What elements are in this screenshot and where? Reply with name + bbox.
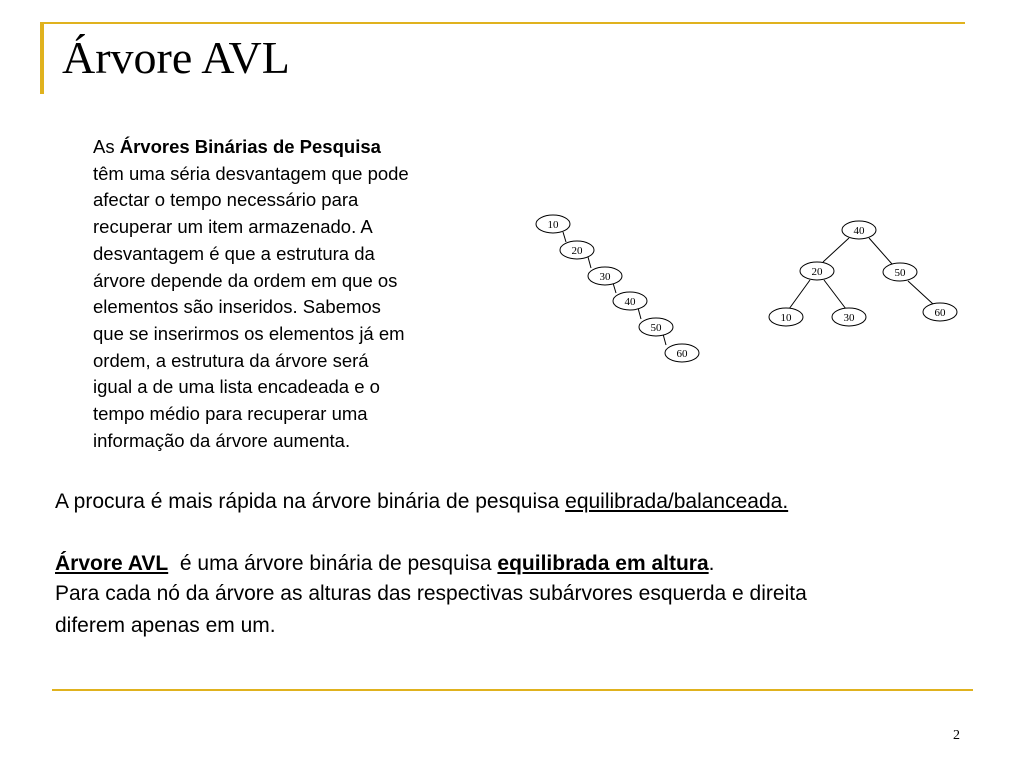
balanced-node-left [800,262,834,280]
edge [563,232,566,242]
edge [588,257,591,268]
slide-title: Árvore AVL [62,32,290,83]
node-label: 50 [650,322,662,334]
avl-term: Árvore AVL [55,552,169,575]
unbalanced-node [613,292,647,310]
edge [663,334,666,345]
node-label: 20 [811,266,823,278]
paragraph-line: têm uma séria desvantagem que pode [93,162,409,184]
height-rule-line-end: diferem apenas em um. [55,614,276,637]
edge [908,281,933,304]
unbalanced-node [588,267,622,285]
search-speed-line [55,488,788,516]
node-label: 60 [676,348,688,360]
edge [823,238,849,262]
paragraph-line: tempo médio para recuperar uma [93,403,368,425]
height-rule-line: Para cada nó da árvore as alturas das respectivas subárvores esquerda e direita [55,582,807,605]
line2-text: é uma árvore binária de pesquisa [168,552,498,575]
bottom-divider [52,689,973,691]
node-label: 10 [547,219,559,231]
balanced-node-left-right [832,308,866,326]
node-label: 30 [843,312,855,324]
paragraph-line: informação da árvore aumenta. [93,429,351,451]
paragraph-line: igual a de uma lista encadeada e o [93,376,380,398]
paragraph-line: afectar o tempo necessário para [93,189,359,211]
line2-period: . [708,552,715,575]
balanced-node-left-left [769,308,803,326]
height-balanced-term: equilibrada em altura [497,552,709,575]
tree-diagrams [520,200,970,370]
paragraph-line: ordem, a estrutura da árvore será [93,349,369,371]
balanced-node-right-right [923,303,957,321]
paragraph-first-line [93,134,488,161]
unbalanced-node [560,241,594,259]
node-label: 40 [624,296,636,308]
paragraph-lead: As [93,136,120,157]
balanced-node-root [842,221,876,239]
page-number: 2 [953,728,960,743]
paragraph-bold-term: Árvores Binárias de Pesquisa [119,136,381,157]
paragraph-line: que se inserirmos os elementos já em [93,322,405,344]
paragraph-line: recuperar um item armazenado. A [93,216,373,238]
unbalanced-node [639,318,673,336]
edge [638,308,641,319]
line1-text: A procura é mais rápida na árvore binária de pesquisa [55,490,566,513]
node-label: 20 [571,245,583,257]
node-label: 40 [853,225,865,237]
node-label: 50 [894,267,906,279]
node-label: 30 [599,271,611,283]
title-accent-bar [40,22,44,94]
intro-paragraph [93,134,488,454]
edge [789,280,810,309]
balanced-link-text: equilibrada/balanceada. [565,490,789,513]
node-label: 10 [780,312,792,324]
unbalanced-node [536,215,570,233]
top-divider [44,22,965,24]
paragraph-line: elementos são inseridos. Sabemos [93,296,381,318]
edge [869,238,892,264]
balanced-node-right [883,263,917,281]
node-label: 60 [934,307,946,319]
avl-definition-line [55,550,714,578]
paragraph-line: desvantagem é que a estrutura da [93,242,375,264]
paragraph-line: árvore depende da ordem em que os [93,269,398,291]
edge [824,280,846,309]
edge [613,283,616,293]
unbalanced-node [665,344,699,362]
